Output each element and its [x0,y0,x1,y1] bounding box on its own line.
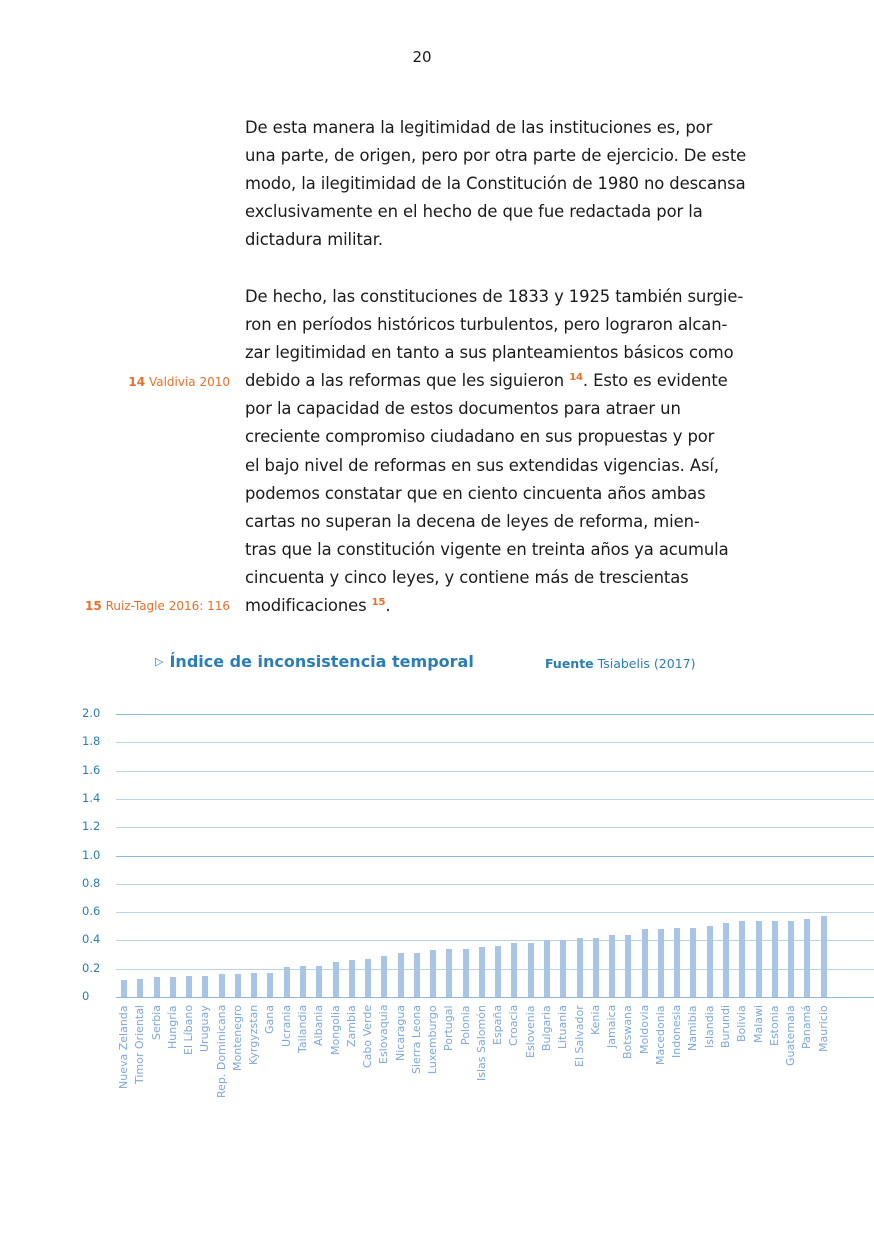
text-line: zar legitimidad en tanto a sus planteamientos básicos como [245,343,734,363]
bar [723,923,729,997]
bar [739,921,745,997]
x-tick-label: Macedonia [653,1005,667,1065]
gridline [116,912,874,913]
x-tick-label: Portugal [442,1005,456,1051]
text-line: por la capacidad de estos documentos para atraer un [245,399,681,419]
x-tick-label: Uruguay [198,1005,212,1052]
x-tick-label: Polonia [458,1005,472,1045]
sidenote-number: 14 [128,375,146,389]
x-tick-label: Indonesia [670,1004,684,1058]
text-line [245,367,765,395]
text-segment: debido a las reformas que les siguieron [245,371,565,391]
gridline [116,714,874,715]
gridline [116,799,874,800]
paragraph-1 [245,114,765,254]
x-tick-label: Timor Oriental [133,1005,147,1084]
sidenote-text: Valdivia 2010 [148,375,230,389]
x-tick-label: Sierra Leona [409,1004,423,1074]
bar [316,966,322,997]
source-text: Tsiabelis (2017) [597,656,696,671]
x-tick-label: Albania [312,1004,326,1046]
x-tick-label: Kenia [588,1004,602,1035]
gridline [116,742,874,743]
bar [804,919,810,997]
bar [333,962,339,997]
bar [707,926,713,997]
x-tick-label: Mauricio [816,1005,830,1052]
bar [251,973,257,997]
bar [202,976,208,997]
x-tick-label: Nicaragua [393,1004,407,1061]
y-tick-label: 0.4 [82,932,101,947]
bar [349,960,355,997]
x-tick-label: Serbia [149,1004,163,1040]
text-line: el bajo nivel de reformas en sus extendidas vigencias. Así, [245,455,719,475]
bar [674,928,680,997]
x-tick-label: Estonia [767,1005,781,1046]
y-tick-label: 1.8 [82,734,101,749]
gridline [116,771,874,772]
bar [690,928,696,997]
x-tick-label: Ucrania [279,1004,293,1047]
bar [609,935,615,997]
bar [170,977,176,997]
bar [544,940,550,997]
x-tick-label: Botswana [621,1005,635,1059]
x-tick-label: Mongolia [328,1005,342,1055]
text-line: una parte, de origen, pero por otra parte de ejercicio. De este [245,146,747,166]
x-tick-label: España [491,1004,505,1045]
gridline [116,827,874,828]
bar [381,956,387,997]
bar [495,946,501,997]
x-tick-label: Malawi [751,1004,765,1043]
paragraph-2 [245,283,765,620]
bar [267,973,273,997]
x-tick-label: Bolivia [735,1005,749,1042]
bar [577,938,583,997]
bar [284,967,290,997]
footnote-ref-15[interactable]: 15 [371,597,386,609]
y-tick-label: 0.2 [82,960,101,975]
bar [446,949,452,997]
x-tick-label: Nueva Zelanda [117,1005,130,1089]
x-tick-label: Panamá [800,1004,814,1049]
bar [821,916,827,997]
bar [463,949,469,997]
x-tick-label: Islandia [702,1005,716,1048]
y-tick-label: 1.6 [82,762,101,777]
x-tick-label: El Salvador [572,1005,586,1067]
text-line: podemos constatar que en ciento cincuenta años ambas [245,483,706,503]
bar [658,929,664,997]
text-line: De esta manera la legitimidad de las instituciones es, por [245,118,713,137]
x-tick-label: Moldovia [637,1004,651,1054]
x-tick-label: Eslovenia [523,1005,537,1058]
x-tick-label: Eslovaquia [377,1004,391,1064]
x-tick-label: Namibia [686,1005,700,1051]
bar [186,976,192,997]
x-tick-label: Islas Salomón [474,1005,488,1081]
bar [756,921,762,997]
x-tick-label: Guatemala [784,1005,798,1066]
bar [219,974,225,997]
text-line: modo, la ilegitimidad de la Constitución de 1980 no descansa [245,174,746,194]
text-line: tras que la constitución vigente en treinta años ya acumula [245,539,729,559]
text-line: dictadura militar. [245,230,383,250]
gridline [116,997,874,998]
x-tick-label: Zambia [344,1005,358,1047]
chart-title-text: Índice de inconsistencia temporal [169,652,474,671]
x-tick-label: Croacia [507,1004,521,1046]
x-tick-label: Rep. Dominicana [214,1004,228,1098]
x-tick-label: Jamaica [605,1004,619,1048]
chart-source [545,656,695,671]
x-tick-label: Tailandia [295,1004,309,1053]
bar [235,974,241,997]
text-line: creciente compromiso ciudadano en sus propuestas y por [245,427,715,447]
text-line: cartas no superan la decena de leyes de reforma, mien- [245,511,700,531]
x-tick-label: Hungría [165,1005,179,1049]
x-tick-label: Cabo Verde [361,1004,375,1068]
bar [300,966,306,997]
bar [625,935,631,997]
page-number: 20 [412,48,432,66]
bar [414,953,420,997]
text-line: De hecho, las constituciones de 1833 y 1925 también surgie- [245,287,744,306]
y-tick-label: 1.0 [82,847,101,862]
bar [479,947,485,997]
text-line: cincuenta y cinco leyes, y contiene más de trescientas [245,567,689,587]
gridline [116,856,874,857]
sidenote-15 [85,599,230,613]
x-tick-label: Gana [263,1005,277,1034]
triangle-right-icon: ▷ [155,655,164,668]
bar [788,921,794,997]
x-tick-label: Lituania [556,1005,570,1049]
y-tick-label: 1.4 [82,790,101,805]
x-tick-label: Kyrgyzstan [247,1004,261,1065]
text-line: ron en períodos históricos turbulentos, pero lograron alcan- [245,315,728,335]
chart-title [155,652,474,671]
bar [528,943,534,997]
y-tick-label: 0.6 [82,904,101,919]
y-tick-label: 0 [82,989,90,1003]
y-tick-label: 1.2 [82,819,101,834]
bar [772,921,778,997]
bar [560,940,566,997]
source-label: Fuente [545,656,594,671]
sidenote-text: Ruiz-Tagle 2016: 116 [105,599,230,613]
footnote-ref-14[interactable]: 14 [569,372,583,384]
y-tick-label: 0.8 [82,875,101,890]
bar-chart [0,700,874,1140]
bar [398,953,404,997]
x-tick-label: Burundi [718,1004,732,1048]
bar [430,950,436,997]
sidenote-number: 15 [85,599,102,613]
text-line: exclusivamente en el hecho de que fue redactada por la [245,202,703,222]
text-line [245,592,765,620]
x-tick-label: Bulgaria [540,1005,554,1051]
text-segment: . Esto es evidente [582,371,728,391]
x-tick-label: El Líbano [182,1004,196,1055]
text-segment: modificaciones [245,596,367,616]
x-tick-label: Montenegro [230,1004,244,1071]
bar [365,959,371,997]
gridline [116,884,874,885]
bar [593,938,599,997]
text-segment: . [385,596,391,616]
bar [137,979,143,997]
x-tick-label: Luxemburgo [426,1005,440,1074]
bar [511,943,517,997]
bar [154,977,160,997]
sidenote-14 [128,375,230,389]
bar [642,929,648,997]
y-tick-label: 2.0 [82,706,101,720]
bar [121,980,127,997]
